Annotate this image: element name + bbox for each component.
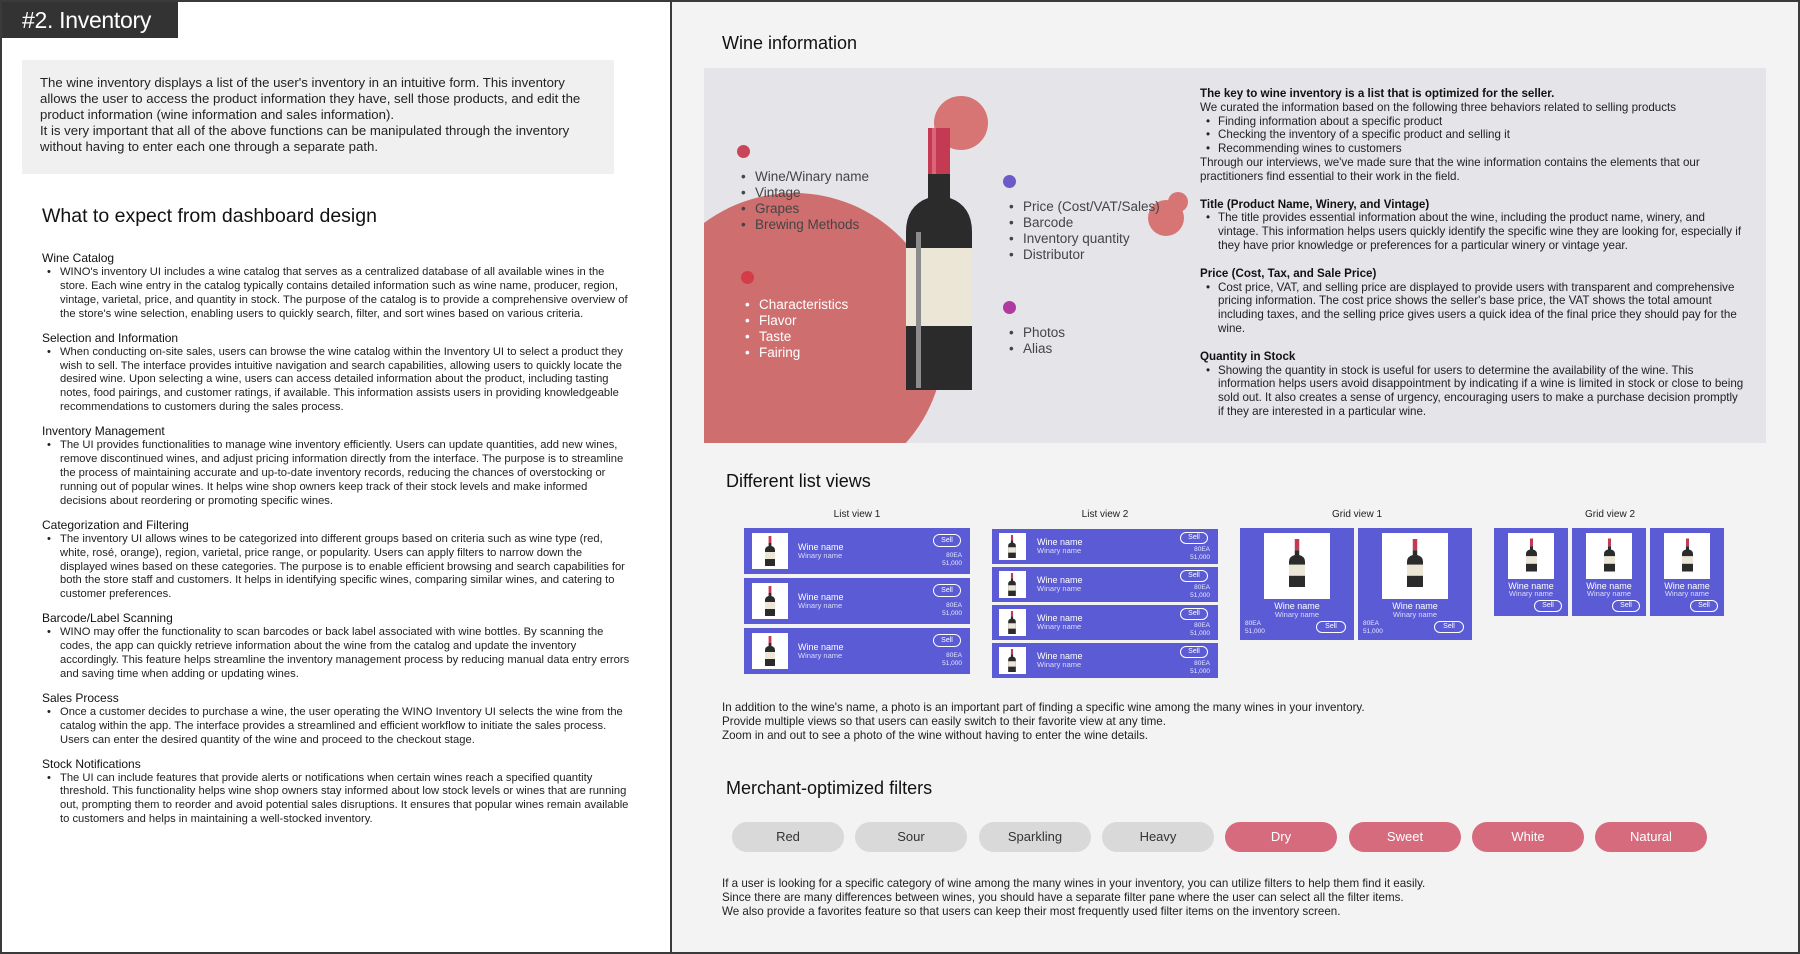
intro-paragraph: The wine inventory displays a list of the user's inventory in an intuitive form. This inventory allows the user to access the product information they have, sell those products, and edit the product information (wine information and sales information). [40, 75, 581, 122]
price-description: • Cost price, VAT, and selling price are displayed to provide users with transparent and comprehensive pricing information. The cost price shows the seller's base price, the VAT shows the total amount including taxes, and the selling price gives users a quick idea of the final price they should pay for the wine. [1218, 281, 1746, 336]
stock-quantity: 80EA [1194, 584, 1210, 591]
decorative-blob [1168, 192, 1188, 212]
group-marker-dot [1003, 175, 1016, 188]
section-body: • When conducting on-site sales, users can browse the wine catalog within the Inventory UI to select a product they wish to sell. The interface provides intuitive navigation and search capabilities, allowing users to quickly locate the desired wine. Upon selecting a wine, users can access detailed information about the product, including tasting notes, food pairings, and customer ratings, if available. This information assists users in providing knowledgeable recommendations to customers during the sales process. [42, 346, 632, 416]
wine-thumbnail [999, 609, 1026, 636]
stock-quantity: 80EA [1194, 546, 1210, 553]
description-line: Provide multiple views so that users can easily switch to their favorite view at any time. [722, 715, 1166, 728]
list-item: • Photos [1009, 325, 1065, 341]
section-title: Stock Notifications [42, 756, 141, 771]
sale-price: 51,000 [1190, 592, 1210, 599]
wine-sales-list [1009, 199, 1160, 263]
description-line: If a user is looking for a specific category of wine among the many wines in your inventory, you can utilize filters to help them find it easily. [722, 877, 1426, 890]
winery-name: Winary name [1037, 622, 1082, 631]
wine-name: Wine name [1274, 601, 1320, 611]
list-item: • Vintage [741, 185, 869, 201]
sell-button[interactable]: Sell [1180, 570, 1208, 582]
list-item: • Characteristics [745, 297, 848, 313]
wine-name: Wine name [1037, 613, 1083, 623]
list-card[interactable] [744, 528, 970, 574]
feature-sections [42, 251, 632, 836]
wine-thumbnail [999, 533, 1026, 560]
section-body: • The UI can include features that provide alerts or notifications when certain wines reach a specified quantity threshold. This functionality helps wine shop owners stay informed about low stock levels or wines that are running out, prompting them to reorder and avoid potential sales disruptions. It ensures that popular wines remain available to customers and helps in maintaining a well-stocked inventory. [42, 772, 632, 828]
list-item: • Flavor [745, 313, 848, 329]
sale-price: 51,000 [1190, 554, 1210, 561]
list-item: • Recommending wines to customers [1218, 142, 1746, 156]
list-item: • Wine/Winary name [741, 169, 869, 185]
wine-name: Wine name [1037, 537, 1083, 547]
group-marker-dot [741, 271, 754, 284]
intro-paragraph: It is very important that all of the above functions can be manipulated through the inventory without having to enter each one through a separate path. [40, 123, 570, 154]
wine-bottle-icon [1604, 537, 1615, 578]
wine-bottle-icon [765, 586, 775, 621]
wine-bottle-icon [1526, 537, 1537, 578]
wine-thumbnail [999, 647, 1026, 674]
section-title: Barcode/Label Scanning [42, 611, 173, 626]
sell-button[interactable]: Sell [933, 534, 961, 547]
grid-card[interactable] [1240, 528, 1354, 640]
stock-quantity: 80EA [946, 552, 962, 559]
section-body: • WINO may offer the functionality to scan barcodes or back label associated with wine bottles. By scanning the codes, the app can quickly retrieve information about the wine from the catalog and update the inventory accordingly. This feature helps streamline the inventory management process by reducing manual data entry errors and saving time when adding or updating wines. [42, 626, 632, 682]
list-views-description [722, 701, 1622, 743]
list-item: • Grapes [741, 201, 869, 217]
section-categorization [42, 518, 632, 603]
list-item: • Fairing [745, 345, 848, 361]
sell-button[interactable]: Sell [933, 584, 961, 597]
list-item: • Barcode [1009, 215, 1160, 231]
wine-name: Wine name [798, 592, 844, 602]
key-intro: We curated the information based on the following three behaviors related to selling products [1200, 100, 1677, 114]
filter-chip-dry[interactable]: Dry [1225, 822, 1337, 852]
key-title: The key to wine inventory is a list that is optimized for the seller. [1200, 87, 1555, 100]
section-selection [42, 331, 632, 416]
section-wine-catalog [42, 251, 632, 322]
section-title: Inventory Management [42, 424, 165, 439]
wine-name: Wine name [1392, 601, 1438, 611]
section-body: • The UI provides functionalities to manage wine inventory efficiently. Users can update quantities, add new wines, remove discontinued wines, and adjust pricing information directly from the interface. The purpose is to streamline the process of maintaining accurate and up-to-date inventory records, reducing the chances of overstocking or running out of popular wines. It helps wine shop owners keep track of their stock levels and make informed decisions about reordering or promoting specific wines. [42, 439, 632, 509]
filter-chip-sweet[interactable]: Sweet [1349, 822, 1461, 852]
description-line: We also provide a favorites feature so that users can keep their most frequently used filter items on the inventory screen. [722, 905, 1341, 918]
wine-name: Wine name [798, 642, 844, 652]
title-subheading: Title (Product Name, Winery, and Vintage) [1200, 197, 1430, 211]
dashboard-heading: What to expect from dashboard design [42, 205, 377, 227]
list-item: • Price (Cost/VAT/Sales) [1009, 199, 1160, 215]
sale-price: 51,000 [1363, 628, 1383, 635]
wine-info-explanation [1200, 87, 1746, 433]
list-card[interactable] [744, 628, 970, 674]
list-item: • Brewing Methods [741, 217, 869, 233]
wine-thumbnail [752, 583, 788, 619]
sell-button[interactable]: Sell [1180, 532, 1208, 544]
grid-card[interactable] [1572, 528, 1646, 616]
intro-box [22, 60, 614, 174]
wine-name: Wine name [1586, 581, 1632, 591]
list-item: • Alias [1009, 341, 1065, 357]
left-pane [0, 0, 672, 954]
section-inventory-management [42, 424, 632, 509]
wine-bottle-icon [1407, 538, 1423, 593]
sale-price: 51,000 [1190, 668, 1210, 675]
wine-name: Wine name [1037, 651, 1083, 661]
wine-thumbnail [999, 571, 1026, 598]
section-stock-notifications [42, 757, 632, 828]
filter-chip-natural[interactable]: Natural [1595, 822, 1707, 852]
wine-identity-list [741, 169, 869, 233]
list-card[interactable] [992, 605, 1218, 640]
description-line: Since there are many differences between wines, you should have a separate filter pane where the user can select all the filter items. [722, 891, 1404, 904]
winery-name: Winary name [1037, 660, 1082, 669]
list-card[interactable] [992, 529, 1218, 564]
wine-bottle-icon [906, 128, 972, 390]
sell-button[interactable]: Sell [1180, 646, 1208, 658]
sell-button[interactable]: Sell [1434, 621, 1464, 633]
sale-price: 51,000 [942, 660, 962, 667]
wine-thumbnail [1508, 533, 1554, 579]
view-label: List view 2 [1081, 509, 1129, 520]
wine-name: Wine name [798, 542, 844, 552]
grid-card[interactable] [1358, 528, 1472, 640]
key-outro: Through our interviews, we've made sure that the wine information contains the elements that our practitioners find essential to their work in the field. [1200, 155, 1700, 183]
sale-price: 51,000 [942, 560, 962, 567]
section-title: Selection and Information [42, 330, 179, 345]
wine-media-list [1009, 325, 1065, 357]
winery-name: Winary name [798, 551, 843, 560]
wine-bottle-icon [1289, 538, 1305, 593]
wine-bottle-icon [765, 536, 775, 571]
wine-bottle-icon [765, 636, 775, 671]
list-item: • Finding information about a specific product [1218, 115, 1746, 129]
wine-character-list [745, 297, 848, 361]
sell-button[interactable]: Sell [1316, 621, 1346, 633]
section-body: • The inventory UI allows wines to be categorized into different groups based on criteria such as wine type (red, white, rosé, orange), region, varietal, price range, or popularity. Users can apply filters to narrow down the displayed wines based on these categories. The purpose is to enable efficient browsing and search capabilities for both the store staff and customers. It helps in identifying specific wines, comparing similar wines, and catering to customer preferences. [42, 533, 632, 603]
filter-chip-sparkling[interactable]: Sparkling [979, 822, 1091, 852]
list-card[interactable] [744, 578, 970, 624]
list-item: • Inventory quantity [1009, 231, 1160, 247]
filter-chip-red[interactable]: Red [732, 822, 844, 852]
wine-name: Wine name [1664, 581, 1710, 591]
list-views-heading: Different list views [726, 471, 871, 491]
sale-price: 51,000 [1245, 628, 1265, 635]
section-body: • Once a customer decides to purchase a wine, the user operating the WINO Inventory UI selects the wine from the catalog within the app. The interface provides a streamlined and efficient workflow to initiate the sales process. Users can enter the desired quantity of the wine and proceed to the checkout stage. [42, 706, 632, 748]
wine-thumbnail [1586, 533, 1632, 579]
section-title: Sales Process [42, 690, 119, 705]
winery-name: Winary name [798, 651, 843, 660]
sell-button[interactable]: Sell [1690, 600, 1718, 612]
group-marker-dot [1003, 301, 1016, 314]
wine-thumbnail [1264, 533, 1330, 599]
grid-card[interactable] [1494, 528, 1568, 616]
section-barcode [42, 611, 632, 682]
sell-button[interactable]: Sell [933, 634, 961, 647]
list-card[interactable] [992, 643, 1218, 678]
filter-chip-sour[interactable]: Sour [855, 822, 967, 852]
winery-name: Winary name [798, 601, 843, 610]
winery-name: Winary name [1274, 610, 1320, 619]
winery-name: Winary name [1508, 589, 1554, 598]
wine-bottle-icon [1008, 573, 1016, 601]
section-title: Categorization and Filtering [42, 517, 189, 532]
price-subheading: Price (Cost, Tax, and Sale Price) [1200, 266, 1377, 280]
wine-thumbnail [1382, 533, 1448, 599]
winery-name: Winary name [1392, 610, 1438, 619]
section-sales-process [42, 691, 632, 748]
section-title: Wine Catalog [42, 251, 115, 265]
wine-thumbnail [752, 533, 788, 569]
key-list [1200, 115, 1746, 156]
filters-description [722, 877, 1622, 919]
sell-button[interactable]: Sell [1612, 600, 1640, 612]
group-marker-dot [737, 145, 750, 158]
quantity-description: • Showing the quantity in stock is useful for users to determine the availability of the wine. This information helps users avoid disappointment by indicating if a wine is limited in stock or close to being sold out. It also creates a sense of urgency, encouraging users to make a purchase decision promptly if they are interested in a particular wine. [1218, 364, 1746, 419]
description-line: In addition to the wine's name, a photo is an important part of finding a specific wine among the many wines in your inventory. [722, 701, 1365, 714]
winery-name: Winary name [1037, 546, 1082, 555]
sell-button[interactable]: Sell [1180, 608, 1208, 620]
grid-card[interactable] [1650, 528, 1724, 616]
description-line: Zoom in and out to see a photo of the wine without having to enter the wine details. [722, 729, 1149, 742]
sale-price: 51,000 [1190, 630, 1210, 637]
wine-bottle-icon [1008, 611, 1016, 639]
wine-name: Wine name [1037, 575, 1083, 585]
stock-quantity: 80EA [946, 652, 962, 659]
list-item: • Distributor [1009, 247, 1160, 263]
winery-name: Winary name [1037, 584, 1082, 593]
wine-thumbnail [1664, 533, 1710, 579]
filters-heading: Merchant-optimized filters [726, 778, 933, 798]
wine-name: Wine name [1508, 581, 1554, 591]
quantity-subheading: Quantity in Stock [1200, 349, 1296, 363]
winery-name: Winary name [1586, 589, 1632, 598]
section-body: • WINO's inventory UI includes a wine catalog that serves as a centralized database of all available wines in the store. Each wine entry in the catalog typically contains detailed information such as wine name, producer, region, vintage, varietal, price, and quantity in stock. The purpose of the catalog is to provide a comprehensive overview of the store's wine selection, enabling users to quickly search, filter, and sort wines based on various criteria. [42, 266, 632, 322]
stock-quantity: 80EA [1194, 660, 1210, 667]
wine-bottle-icon [1682, 537, 1693, 578]
wine-bottle-icon [1008, 535, 1016, 563]
stock-quantity: 80EA [1194, 622, 1210, 629]
sell-button[interactable]: Sell [1534, 600, 1562, 612]
wine-thumbnail [752, 633, 788, 669]
list-item: • Checking the inventory of a specific product and selling it [1218, 128, 1746, 142]
wine-information-heading: Wine information [722, 33, 858, 53]
page-title: #2. Inventory [2, 2, 178, 38]
title-description: • The title provides essential information about the wine, including the product name, winery, and vintage. This information helps users quickly identify the specific wine they are looking for, especially if they have prior knowledge or preferences for a particular winery or vintage year. [1218, 211, 1746, 252]
filter-chip-white[interactable]: White [1472, 822, 1584, 852]
stock-quantity: 80EA [946, 602, 962, 609]
wine-bottle-icon [1008, 649, 1016, 677]
view-label: Grid view 2 [1584, 509, 1635, 520]
list-card[interactable] [992, 567, 1218, 602]
stock-quantity: 80EA [1245, 620, 1261, 627]
view-label: List view 1 [833, 509, 881, 520]
filter-chip-heavy[interactable]: Heavy [1102, 822, 1214, 852]
winery-name: Winary name [1664, 589, 1710, 598]
sale-price: 51,000 [942, 610, 962, 617]
wine-information-panel [704, 68, 1766, 443]
stock-quantity: 80EA [1363, 620, 1379, 627]
list-item: • Taste [745, 329, 848, 345]
view-label: Grid view 1 [1331, 509, 1382, 520]
